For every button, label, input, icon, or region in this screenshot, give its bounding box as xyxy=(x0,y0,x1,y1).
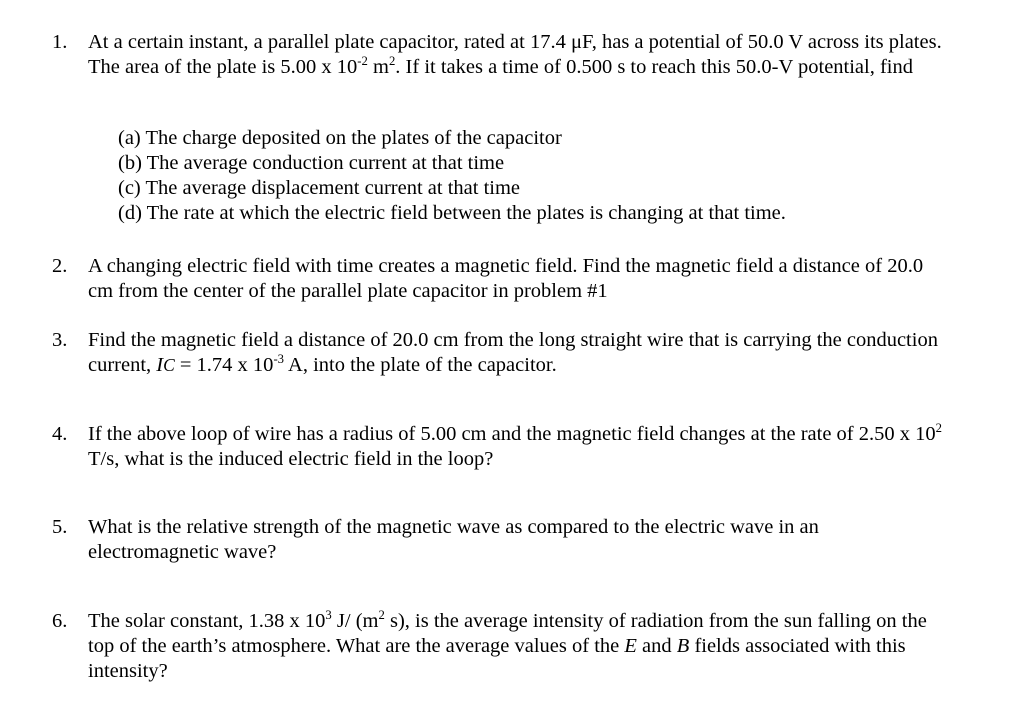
problem-text xyxy=(88,609,952,684)
problem-text xyxy=(88,422,952,472)
variable-subscript: C xyxy=(163,355,175,375)
problem-text xyxy=(88,328,952,378)
problem-number: 3. xyxy=(52,329,68,351)
subpart-c: (c) The average displacement current at that time xyxy=(118,177,521,199)
text-segment: T/s, what is the induced electric field in the loop? xyxy=(88,448,494,470)
subpart-a: (a) The charge deposited on the plates of the capacitor xyxy=(118,127,562,149)
exponent: 2 xyxy=(378,608,385,623)
problem-4 xyxy=(52,422,952,472)
exponent: 2 xyxy=(388,54,396,69)
variable: I xyxy=(156,354,164,376)
text-segment: The solar constant, 1.38 x 10 xyxy=(88,610,326,632)
variable: E xyxy=(624,635,637,657)
exponent: 2 xyxy=(935,421,942,436)
exponent: -2 xyxy=(357,54,368,69)
problem-text xyxy=(88,30,952,80)
variable: B xyxy=(676,635,690,657)
text-segment: m xyxy=(367,56,389,78)
problem-5 xyxy=(52,515,952,565)
text-segment: and xyxy=(636,635,677,657)
text-segment: Find the magnetic field a distance of 20.0 cm from the long straight wire that is carrying the conduction current, xyxy=(88,329,938,376)
subpart-b: (b) The average conduction current at that time xyxy=(118,152,505,174)
problem-text: What is the relative strength of the magnetic wave as compared to the electric wave in an electromagnetic wave? xyxy=(88,516,819,563)
exponent: 3 xyxy=(325,608,332,623)
problem-text: A changing electric field with time creates a magnetic field. Find the magnetic field a distance of 20.0 cm from the center of the parallel plate capacitor in problem #1 xyxy=(88,255,924,302)
problem-6 xyxy=(52,609,952,684)
problem-number: 1. xyxy=(52,31,68,53)
problem-number: 6. xyxy=(52,610,68,632)
problem-number: 5. xyxy=(52,516,68,538)
problem-1-subparts xyxy=(118,126,938,226)
text-segment: = 1.74 x 10 xyxy=(174,354,274,376)
text-segment: s), is the average intensity of radiation from the sun falling on the top of the earth’s atmosphere. What are the average values of the xyxy=(88,610,927,657)
text-segment: At a certain instant, a parallel plate capacitor, rated at 17.4 μF, has a potential of 50.0 V across its plates. The area of the plate is 5.00 x 10 xyxy=(88,31,942,78)
problem-2 xyxy=(52,254,952,304)
text-segment: J/ (m xyxy=(331,610,379,632)
text-segment: If the above loop of wire has a radius of 5.00 cm and the magnetic field changes at the rate of 2.50 x 10 xyxy=(88,423,936,445)
text-segment: . If it takes a time of 0.500 s to reach this 50.0-V potential, find xyxy=(395,56,914,78)
problem-number: 2. xyxy=(52,255,68,277)
exponent: -3 xyxy=(273,352,285,367)
problem-number: 4. xyxy=(52,423,68,445)
text-segment: fields associated with this intensity? xyxy=(88,635,906,682)
problem-1 xyxy=(52,30,952,80)
subpart-d: (d) The rate at which the electric field between the plates is changing at that time. xyxy=(118,202,786,224)
text-segment: A, into the plate of the capacitor. xyxy=(284,354,557,376)
problem-3 xyxy=(52,328,952,378)
